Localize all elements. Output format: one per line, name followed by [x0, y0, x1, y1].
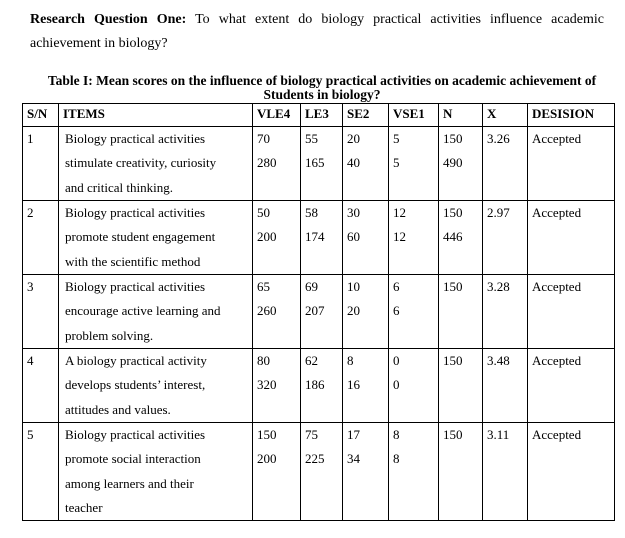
cell-le3 — [301, 201, 343, 275]
cell-se2 — [343, 349, 389, 423]
research-question-label: Research Question One: — [30, 12, 187, 27]
se2-count: 10 — [347, 279, 360, 294]
item-line: attitudes and values. — [65, 401, 171, 417]
item-line: promote student engagement — [65, 229, 216, 245]
cell-se2 — [343, 201, 389, 275]
cell-x: 3.11 — [483, 423, 528, 521]
cell-decision: Accepted — [528, 423, 615, 521]
cell-vse1 — [389, 127, 439, 201]
cell-n — [439, 127, 483, 201]
cell-vse1 — [389, 423, 439, 521]
cell-x: 2.97 — [483, 201, 528, 275]
le3-score: 186 — [305, 377, 325, 392]
item-line: among learners and their — [65, 475, 194, 491]
se2-count: 20 — [347, 131, 360, 146]
cell-decision: Accepted — [528, 349, 615, 423]
se2-count: 8 — [347, 353, 354, 368]
cell-n — [439, 349, 483, 423]
item-line: promote social interaction — [65, 451, 201, 467]
n-value: 150 — [443, 205, 463, 220]
cell-x: 3.26 — [483, 127, 528, 201]
cell-items — [59, 423, 253, 521]
table-caption-line-1: Table I: Mean scores on the influence of biology practical activities on academic achievement of — [47, 73, 597, 88]
item-line: Biology practical activities — [65, 205, 206, 220]
se2-score: 16 — [347, 377, 360, 392]
le3-score: 165 — [305, 155, 325, 170]
cell-decision: Accepted — [528, 275, 615, 349]
research-question-text: To what extent do biology practical activities influence academic achievement in biology? — [30, 12, 604, 51]
cell-items — [59, 349, 253, 423]
le3-score: 225 — [305, 451, 325, 466]
cell-n — [439, 275, 483, 349]
cell-vse1 — [389, 201, 439, 275]
header-sn: S/N — [23, 104, 59, 127]
item-line: stimulate creativity, curiosity — [65, 155, 217, 171]
item-line: develops students’ interest, — [65, 377, 206, 393]
vle4-score: 200 — [257, 229, 277, 244]
se2-count: 30 — [347, 205, 360, 220]
vse1-score: 5 — [393, 155, 400, 170]
n-value: 150 — [443, 353, 463, 368]
cell-items — [59, 201, 253, 275]
cell-items — [59, 275, 253, 349]
vle4-count: 150 — [257, 427, 277, 442]
cell-n — [439, 423, 483, 521]
le3-count: 75 — [305, 427, 318, 442]
table-row — [23, 127, 615, 201]
cell-se2 — [343, 275, 389, 349]
header-items: ITEMS — [59, 104, 253, 127]
se2-count: 17 — [347, 427, 360, 442]
vse1-score: 0 — [393, 377, 400, 392]
item-line: A biology practical activity — [65, 353, 207, 368]
item-line: problem solving. — [65, 327, 154, 343]
cell-vse1 — [389, 275, 439, 349]
vle4-score: 280 — [257, 155, 277, 170]
vse1-count: 8 — [393, 427, 400, 442]
cell-vle4 — [253, 127, 301, 201]
cell-le3 — [301, 127, 343, 201]
header-vse1: VSE1 — [389, 104, 439, 127]
cell-sn: 2 — [23, 201, 59, 275]
le3-count: 62 — [305, 353, 318, 368]
le3-count: 58 — [305, 205, 318, 220]
n-value: 150 — [443, 427, 463, 442]
vse1-count: 0 — [393, 353, 400, 368]
n-value: 150 — [443, 279, 463, 294]
item-line: encourage active learning and — [65, 303, 221, 319]
item-line: teacher — [65, 499, 103, 515]
table-caption-line-2: Students in biology? — [263, 87, 381, 102]
cell-n — [439, 201, 483, 275]
table-caption — [22, 74, 622, 102]
vse1-score: 8 — [393, 451, 400, 466]
header-le3: LE3 — [301, 104, 343, 127]
vse1-count: 12 — [393, 205, 406, 220]
n-value: 150 — [443, 131, 463, 146]
item-line: with the scientific method — [65, 253, 201, 269]
cell-sn: 3 — [23, 275, 59, 349]
vle4-score: 320 — [257, 377, 277, 392]
vle4-count: 70 — [257, 131, 270, 146]
n-total: 446 — [443, 229, 463, 244]
table-row — [23, 349, 615, 423]
header-decision: DESISION — [528, 104, 615, 127]
cell-vse1 — [389, 349, 439, 423]
vse1-count: 5 — [393, 131, 400, 146]
cell-vle4 — [253, 423, 301, 521]
se2-score: 20 — [347, 303, 360, 318]
research-question — [30, 8, 604, 56]
cell-le3 — [301, 423, 343, 521]
table-header-row — [23, 104, 615, 127]
cell-decision: Accepted — [528, 201, 615, 275]
table-row — [23, 201, 615, 275]
vse1-count: 6 — [393, 279, 400, 294]
cell-vle4 — [253, 349, 301, 423]
le3-score: 174 — [305, 229, 325, 244]
cell-vle4 — [253, 275, 301, 349]
item-line: Biology practical activities — [65, 427, 206, 442]
vle4-count: 50 — [257, 205, 270, 220]
header-se2: SE2 — [343, 104, 389, 127]
se2-score: 60 — [347, 229, 360, 244]
cell-decision: Accepted — [528, 127, 615, 201]
vle4-count: 80 — [257, 353, 270, 368]
se2-score: 34 — [347, 451, 360, 466]
se2-score: 40 — [347, 155, 360, 170]
header-n: N — [439, 104, 483, 127]
cell-le3 — [301, 275, 343, 349]
cell-sn: 1 — [23, 127, 59, 201]
vle4-score: 200 — [257, 451, 277, 466]
cell-sn: 5 — [23, 423, 59, 521]
item-line: and critical thinking. — [65, 179, 173, 195]
cell-le3 — [301, 349, 343, 423]
n-total: 490 — [443, 155, 463, 170]
cell-se2 — [343, 423, 389, 521]
header-vle4: VLE4 — [253, 104, 301, 127]
table-row — [23, 423, 615, 521]
le3-count: 69 — [305, 279, 318, 294]
vse1-score: 6 — [393, 303, 400, 318]
header-x: X — [483, 104, 528, 127]
vse1-score: 12 — [393, 229, 406, 244]
cell-x: 3.48 — [483, 349, 528, 423]
results-table — [22, 103, 615, 521]
item-line: Biology practical activities — [65, 279, 206, 294]
le3-score: 207 — [305, 303, 325, 318]
le3-count: 55 — [305, 131, 318, 146]
cell-x: 3.28 — [483, 275, 528, 349]
vle4-count: 65 — [257, 279, 270, 294]
table-row — [23, 275, 615, 349]
item-line: Biology practical activities — [65, 131, 206, 146]
cell-sn: 4 — [23, 349, 59, 423]
cell-items — [59, 127, 253, 201]
vle4-score: 260 — [257, 303, 277, 318]
cell-se2 — [343, 127, 389, 201]
cell-vle4 — [253, 201, 301, 275]
